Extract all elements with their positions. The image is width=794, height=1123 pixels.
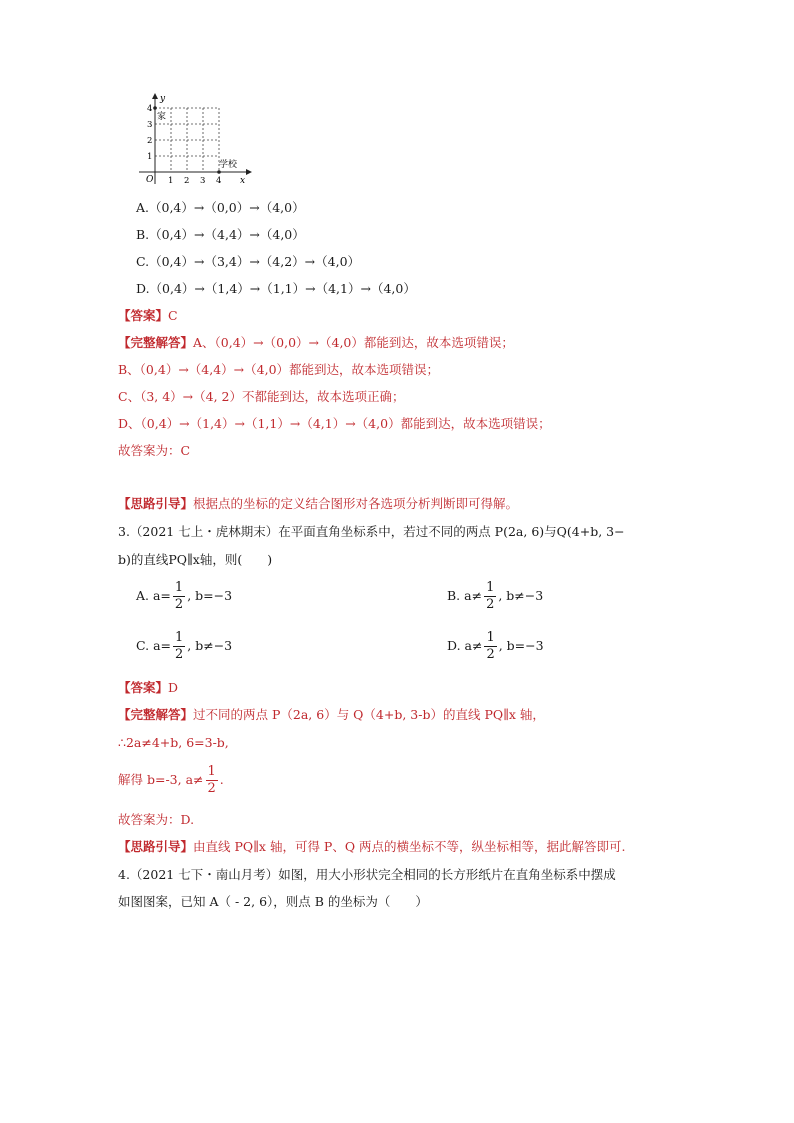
x-tick-label: 3 (200, 176, 206, 186)
option-suffix: , b≠−3 (187, 638, 233, 653)
fraction-denominator: 2 (486, 647, 495, 662)
y-tick-label: 1 (147, 152, 153, 162)
q3-option-b (447, 580, 543, 613)
q3-stem-line2: b)的直线PQ∥x轴，则( ) (118, 552, 273, 567)
option-prefix: C. a= (136, 638, 171, 653)
option-suffix: , b≠−3 (498, 588, 544, 603)
solution-tag: 【完整解答】 (118, 335, 194, 350)
fraction-numerator: 1 (174, 580, 184, 595)
q2-solution-a (118, 334, 514, 352)
y-axis-label: y (160, 94, 166, 104)
fraction-one-half (484, 580, 496, 613)
q2-answer (118, 307, 178, 325)
origin-label: O (146, 175, 154, 185)
q3-stem-line1: 3.（2021 七上・虎林期末）在平面直角坐标系中，若过不同的两点 P(2a, 6)与Q(4+b, 3− (118, 524, 625, 539)
solution-text: 过不同的两点 P（2a, 6）与 Q（4+b, 3-b）的直线 PQ∥x 轴， (193, 707, 545, 722)
q2-solution-d: D、（0,4）→（1,4）→（1,1）→（4,1）→（4,0）都能到达，故本选项错误； (118, 416, 551, 431)
q3-hint (118, 838, 626, 856)
solution-text: A、（0,4）→（0,0）→（4,0）都能到达，故本选项错误； (193, 335, 514, 350)
option-prefix: B. a≠ (447, 588, 483, 603)
fraction-denominator: 2 (486, 597, 495, 612)
fraction-numerator: 1 (207, 764, 216, 779)
hint-text: 根据点的坐标的定义结合图形对各选项分析判断即可得解。 (193, 496, 519, 511)
fraction-one-half (484, 630, 496, 663)
fraction-denominator: 2 (175, 647, 184, 662)
fraction-denominator: 2 (207, 781, 216, 796)
q2-option-d: D.（0,4）→（1,4）→（1,1）→（4,1）→（4,0） (136, 281, 416, 296)
q3-option-c (136, 630, 232, 663)
q2-final-answer: 故答案为：C (118, 443, 191, 458)
answer-value: D (168, 680, 179, 695)
school-label: 学校 (219, 160, 238, 170)
q3-final-answer: 故答案为：D. (118, 812, 195, 827)
y-tick-label: 2 (147, 136, 153, 146)
option-suffix: , b=−3 (187, 588, 233, 603)
fraction-numerator: 1 (486, 580, 495, 595)
fraction-one-half (206, 764, 218, 797)
q4-stem-line1: 4.（2021 七下・南山月考）如图，用大小形状完全相同的长方形纸片在直角坐标系中摆成 (118, 867, 616, 882)
solution-tag: 【完整解答】 (118, 707, 194, 722)
school-point (217, 170, 221, 174)
q2-solution-b: B、（0,4）→（4,4）→（4,0）都能到达，故本选项错误； (118, 362, 440, 377)
solution-prefix: 解得 b=-3, a≠ (118, 772, 204, 787)
answer-value: C (168, 308, 178, 323)
q3-solution-2: ∴2a≠4+b, 6=3-b, (118, 735, 229, 750)
home-label: 家 (157, 112, 167, 122)
q3-option-a (136, 580, 232, 613)
option-suffix: , b=−3 (498, 638, 544, 653)
answer-tag: 【答案】 (118, 308, 169, 323)
x-tick-label: 4 (216, 176, 222, 186)
fraction-numerator: 1 (175, 630, 184, 645)
q3-solution-3 (118, 764, 224, 797)
q2-option-a: A.（0,4）→（0,0）→（4,0） (136, 200, 305, 215)
q2-hint (118, 495, 518, 513)
x-axis-arrow (246, 169, 252, 175)
fraction-denominator: 2 (174, 597, 184, 612)
home-point (153, 106, 157, 110)
q2-option-b: B.（0,4）→（4,4）→（4,0） (136, 227, 305, 242)
q4-stem-line2: 如图图案，已知 A（ - 2, 6），则点 B 的坐标为（ ） (118, 894, 428, 909)
hint-tag: 【思路引导】 (118, 839, 194, 854)
q3-answer (118, 679, 178, 697)
y-tick-label: 3 (147, 120, 153, 130)
coordinate-graph (134, 92, 264, 187)
q3-solution-1 (118, 706, 545, 724)
x-tick-label: 2 (184, 176, 190, 186)
option-prefix: A. a= (136, 588, 171, 603)
fraction-one-half (173, 630, 185, 663)
hint-text: 由直线 PQ∥x 轴，可得 P、Q 两点的横坐标不等，纵坐标相等，据此解答即可. (193, 839, 626, 854)
fraction-one-half (173, 580, 185, 613)
q2-solution-c: C、（3, 4）→（4, 2）不都能到达，故本选项正确； (118, 389, 405, 404)
q3-option-d (447, 630, 544, 663)
option-prefix: D. a≠ (447, 638, 483, 653)
q2-option-c: C.（0,4）→（3,4）→（4,2）→（4,0） (136, 254, 361, 269)
answer-tag: 【答案】 (118, 680, 169, 695)
x-tick-label: 1 (168, 176, 174, 186)
fraction-numerator: 1 (486, 630, 495, 645)
y-tick-label: 4 (147, 104, 153, 114)
solution-suffix: . (219, 772, 224, 787)
hint-tag: 【思路引导】 (118, 496, 194, 511)
y-axis-arrow (152, 93, 158, 99)
x-axis-label: x (240, 176, 246, 186)
